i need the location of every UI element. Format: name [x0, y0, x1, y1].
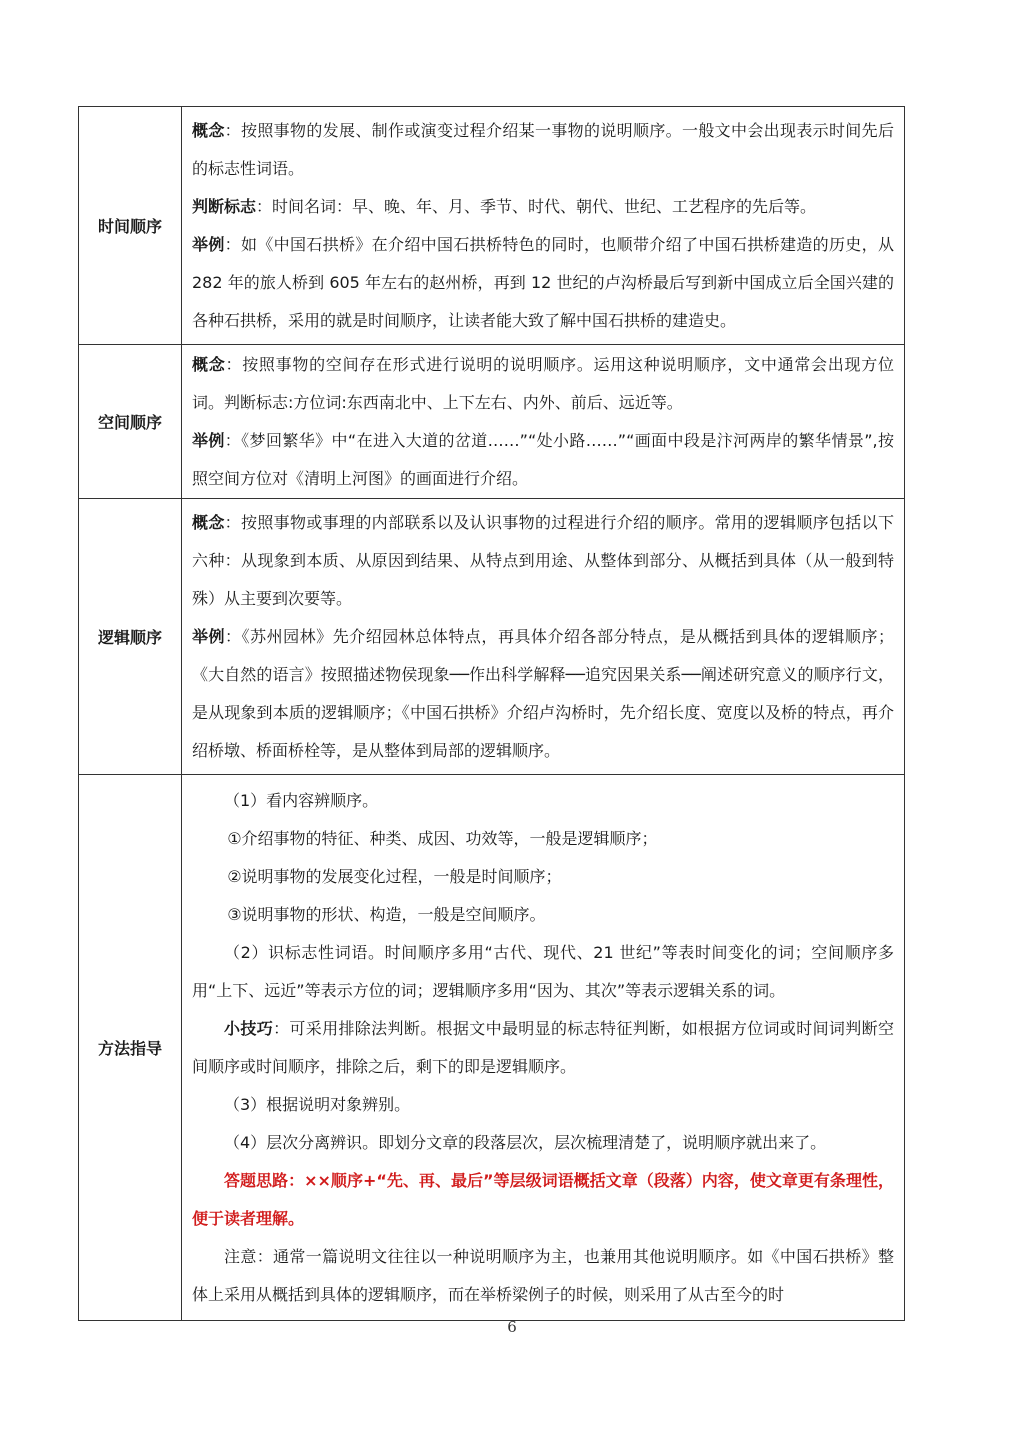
concept-key: 概念	[192, 354, 226, 374]
tip-text: ：可采用排除法判断。根据文中最明显的标志特征判断，如根据方位词或时间词判断空间顺序或时间顺序，排除之后，剩下的即是逻辑顺序。	[192, 1018, 894, 1076]
answer-approach: 答题思路：××顺序+“先、再、最后”等层级词语概括文章（段落）内容，使文章更有条理性，便于读者理解。	[192, 1170, 894, 1228]
concept-key: 概念	[192, 120, 225, 140]
concept-paragraph	[192, 112, 894, 188]
example-key: 举例	[192, 626, 226, 646]
concept-paragraph	[192, 504, 894, 618]
concept-text: ：按照事物或事理的内部联系以及认识事物的过程进行介绍的顺序。常用的逻辑顺序包括以下六种：从现象到本质、从原因到结果、从特点到用途、从整体到部分、从概括到具体（从一般到特殊）从主要到次要等。	[192, 512, 894, 608]
example-paragraph	[192, 618, 894, 770]
table-row-method-guide	[79, 775, 905, 1321]
method-item-1a: ①介绍事物的特征、种类、成因、功效等，一般是逻辑顺序；	[227, 828, 658, 848]
tip-paragraph	[192, 1010, 894, 1086]
example-text: ：《梦回繁华》中“在进入大道的岔道……”“处小路……”“画面中段是汴河两岸的繁华情景”,按照空间方位对《清明上河图》的画面进行介绍。	[192, 430, 894, 488]
sign-text: ：时间名词：早、晚、年、月、季节、时代、朝代、世纪、工艺程序的先后等。	[256, 196, 817, 216]
method-item-3: （3）根据说明对象辨别。	[224, 1094, 411, 1114]
sign-paragraph	[192, 188, 894, 226]
concept-text: ：按照事物的发展、制作或演变过程介绍某一事物的说明顺序。一般文中会出现表示时间先后的标志性词语。	[192, 120, 894, 178]
row-content	[182, 107, 905, 345]
table-row-logic-order	[79, 499, 905, 775]
sign-key: 判断标志	[192, 196, 257, 216]
method-item-1b: ②说明事物的发展变化过程，一般是时间顺序；	[227, 866, 562, 886]
row-label: 逻辑顺序	[79, 499, 182, 775]
row-label: 时间顺序	[79, 107, 182, 345]
concept-text: ：按照事物的空间存在形式进行说明的说明顺序。运用这种说明顺序，文中通常会出现方位词。判断标志:方位词:东西南北中、上下左右、内外、前后、远近等。	[192, 354, 894, 412]
note-paragraph: 注意：通常一篇说明文往往以一种说明顺序为主，也兼用其他说明顺序。如《中国石拱桥》整体上采用从概括到具体的逻辑顺序，而在举桥梁例子的时候，则采用了从古至今的时	[192, 1246, 894, 1304]
row-content	[182, 345, 905, 499]
table-row-time-order	[79, 107, 905, 345]
tip-key: 小技巧	[224, 1018, 274, 1038]
concept-paragraph	[192, 346, 894, 422]
row-content	[182, 775, 905, 1321]
example-paragraph	[192, 422, 894, 498]
example-text: ：如《中国石拱桥》在介绍中国石拱桥特色的同时，也顺带介绍了中国石拱桥建造的历史，从 282 年的旅人桥到 605 年左右的赵州桥，再到 12 世纪的卢沟桥最后写到新中国成立后全国兴建的各种石拱桥，采用的就是时间顺序，让读者能大致了解中国石拱桥的建造史。	[192, 234, 894, 330]
method-item-4: （4）层次分离辨识。即划分文章的段落层次，层次梳理清楚了，说明顺序就出来了。	[224, 1132, 827, 1152]
method-item-2: （2）识标志性词语。时间顺序多用“古代、现代、21 世纪”等表时间变化的词；空间顺序多用“上下、远近”等表示方位的词；逻辑顺序多用“因为、其次”等表示逻辑关系的词。	[192, 942, 894, 1000]
example-paragraph	[192, 226, 894, 340]
table-row-space-order	[79, 345, 905, 499]
row-label: 空间顺序	[79, 345, 182, 499]
example-key: 举例	[192, 234, 225, 254]
page-number: 6	[507, 1318, 517, 1336]
concept-key: 概念	[192, 512, 225, 532]
order-table	[78, 106, 905, 1321]
row-content	[182, 499, 905, 775]
row-label: 方法指导	[79, 775, 182, 1321]
example-key: 举例	[192, 430, 225, 450]
method-item-1: （1）看内容辨顺序。	[224, 790, 379, 810]
example-text: ：《苏州园林》先介绍园林总体特点，再具体介绍各部分特点，是从概括到具体的逻辑顺序；《大自然的语言》按照描述物侯现象──作出科学解释──追究因果关系──阐述研究意义的顺序行文，是从现象到本质的逻辑顺序；《中国石拱桥》介绍卢沟桥时，先介绍长度、宽度以及桥的特点，再介绍桥墩、桥面桥栓等，是从整体到局部的逻辑顺序。	[192, 626, 894, 760]
method-item-1c: ③说明事物的形状、构造，一般是空间顺序。	[227, 904, 546, 924]
